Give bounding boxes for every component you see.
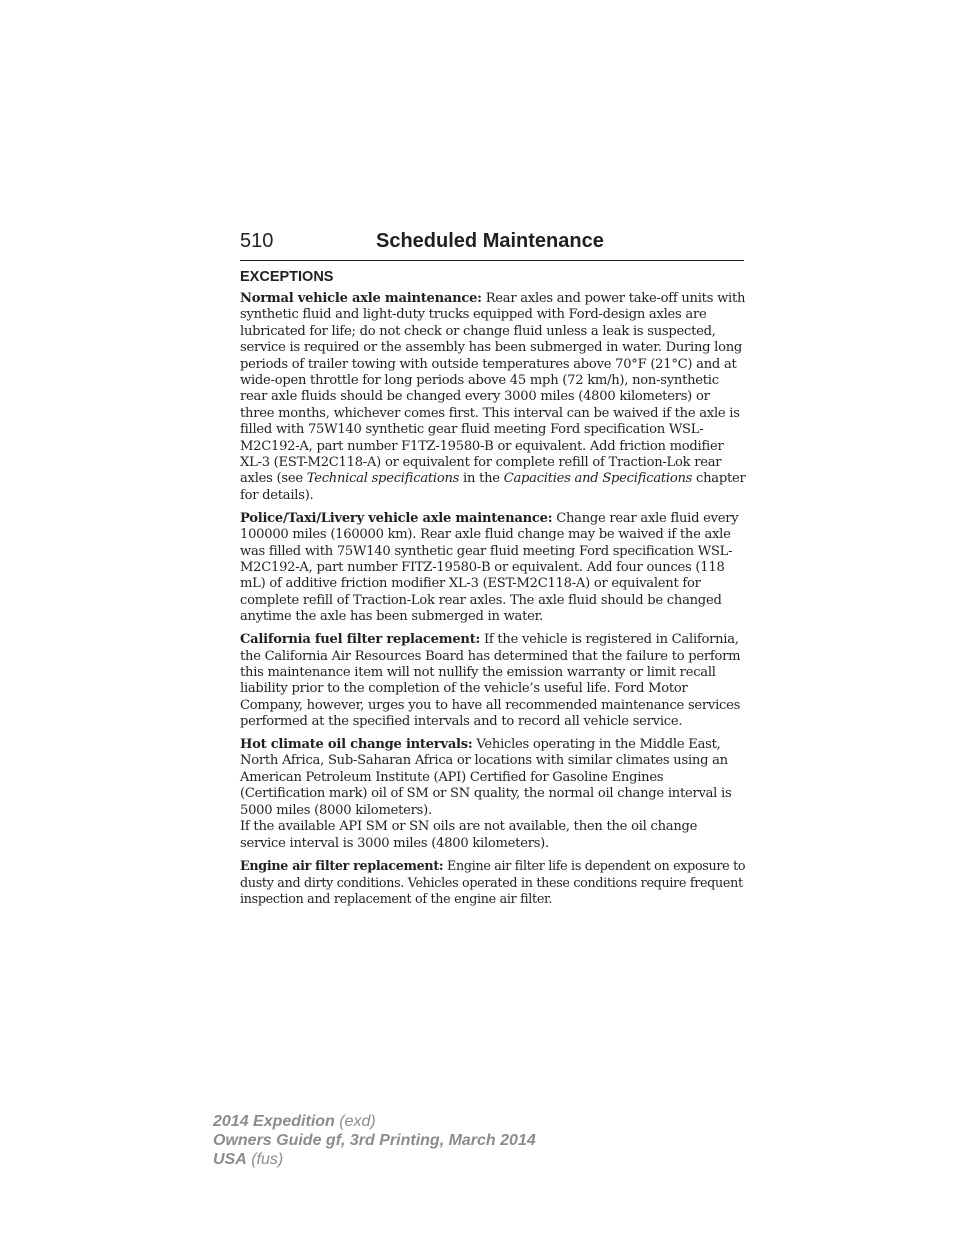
paragraph-label: Engine air filter replacement:: [240, 858, 444, 874]
paragraph-label: Police/Taxi/Livery vehicle axle maintenance:: [240, 510, 553, 526]
paragraph-text: chapter for details).: [240, 471, 746, 503]
footer-guide-line: Owners Guide gf, 3rd Printing, March 2014: [213, 1132, 536, 1149]
footer-model: 2014 Expedition: [213, 1113, 335, 1130]
paragraph-hot-climate-oil-change-continued: If the available API SM or SN oils are not available, then the oil change service interval is 3000 miles (4800 kilometers).: [240, 819, 698, 851]
paragraph-text: Change rear axle fluid every 100000 miles (160000 km). Rear axle fluid change may be waived if the axle was filled with 75W140 synthetic gear fluid meeting Ford specification WSL-M2C192-A, part number FITZ-19580-B or equivalent. Add four ounces (118 mL) of additive friction modifier XL-3 (EST-M2C118-A) or equivalent for complete refill of Traction-Lok rear axles. The axle fluid should be changed anytime the axle has been submerged in water.: [240, 510, 739, 625]
footer-model-line: [213, 1112, 536, 1131]
cross-reference: Technical specifications: [306, 471, 460, 487]
footer-market-line: [213, 1150, 536, 1169]
paragraph-text: Vehicles operating in the Middle East, North Africa, Sub-Saharan Africa or locations with similar climates using an American Petroleum Institute (API) Certified for Gasoline Engines (Certification mark) oil of SM or SN quality, the normal oil change interval is 5000 miles (8000 kilometers).: [240, 737, 732, 818]
paragraph-text: If the vehicle is registered in California, the California Air Resources Board has determined that the failure to perform this maintenance item will not nullify the emission warranty or limit recall liability prior to the completion of the vehicle’s useful life. Ford Motor Company, however, urges you to have all recommended maintenance services performed at the specified intervals and to record all vehicle service.: [240, 632, 741, 730]
page-header: [240, 229, 744, 261]
section-heading: EXCEPTIONS: [240, 269, 334, 285]
paragraph-label: Normal vehicle axle maintenance:: [240, 291, 482, 306]
paragraph-hot-climate-oil-change: [240, 737, 746, 819]
paragraph-text: Rear axles and power take-off units with synthetic fluid and light-duty trucks equipped with Ford-design axles are lubricated for life; do not check or change fluid unless a leak is suspected, service is required or the assembly has been submerged in water. During long periods of trailer towing with outside temperatures above 70°F (21°C) and at wide-open throttle for long periods above 45 mph (72 km/h), non-synthetic rear axle fluids should be changed every 3000 miles (4800 kilometers) or three months, whichever comes first. This interval can be waived if the axle is filled with 75W140 synthetic gear fluid meeting Ford specification WSL-M2C192-A, part number F1TZ-19580-B or equivalent. Add friction modifier XL-3 (EST-M2C118-A) or equivalent for complete refill of Traction-Lok rear axles (see: [240, 291, 746, 487]
document-footer: [213, 1112, 536, 1169]
body-text: [240, 291, 746, 914]
cross-reference: Capacities and Specifications: [503, 471, 693, 487]
paragraph-police-axle-maintenance: [240, 511, 746, 626]
paragraph-label: Hot climate oil change intervals:: [240, 737, 473, 753]
paragraph-label: California fuel filter replacement:: [240, 632, 481, 648]
paragraph-text: Engine air filter life is dependent on exposure to dusty and dirty conditions. Vehicles operated in these conditions require frequent inspection and replacement of the engine air filter.: [240, 858, 746, 907]
paragraph-text: in the: [459, 471, 504, 487]
page-number: 510: [240, 230, 274, 252]
paragraph-normal-axle-maintenance: [240, 291, 746, 504]
paragraph-california-fuel-filter: [240, 632, 746, 730]
footer-market-code: (fus): [246, 1151, 284, 1168]
footer-market: USA: [213, 1151, 247, 1168]
paragraph-engine-air-filter: [240, 858, 746, 907]
page-title: Scheduled Maintenance: [376, 230, 604, 252]
footer-model-code: (exd): [334, 1113, 376, 1130]
